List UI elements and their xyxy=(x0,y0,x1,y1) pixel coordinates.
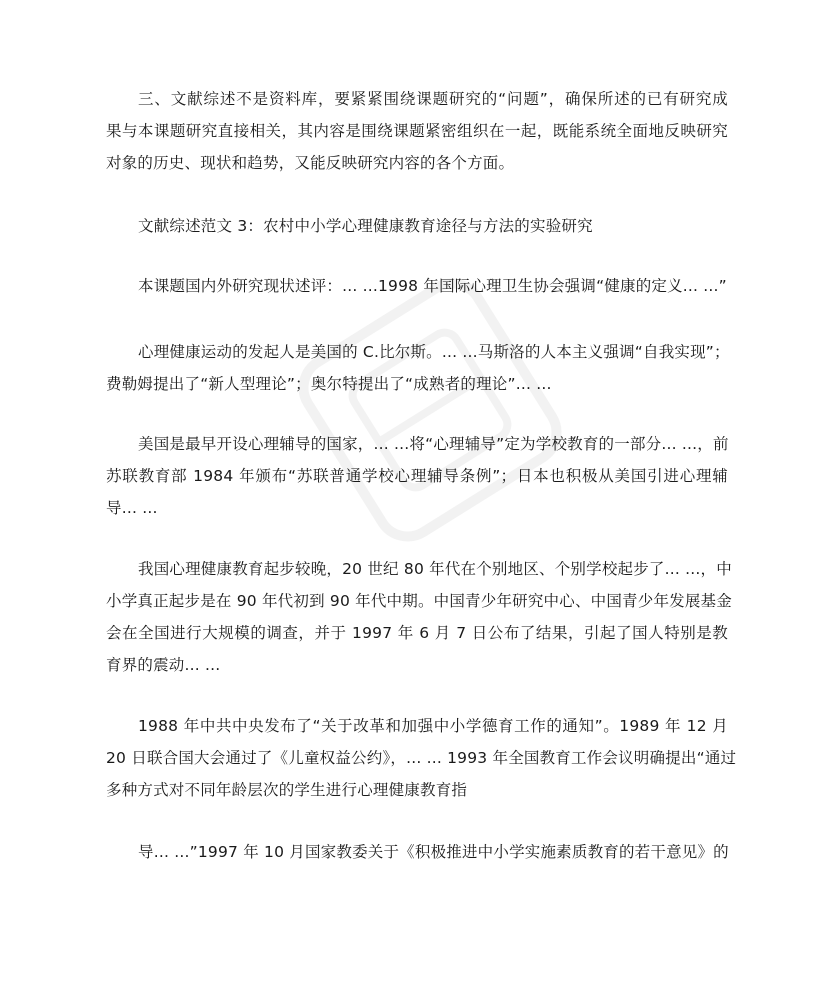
text-line: 导... ... xyxy=(106,499,158,517)
text-line: 文献综述范文 3：农村中小学心理健康教育途径与方法的实验研究 xyxy=(138,217,593,235)
text-line: 对象的历史、现状和趋势，又能反映研究内容的各个方面。 xyxy=(106,154,515,172)
text-line: 育界的震动... ... xyxy=(106,656,221,674)
text-line: 我国心理健康教育起步较晚，20 世纪 80 年代在个别地区、个别学校起步了... ...，中 xyxy=(138,560,732,578)
text-line: 小学真正起步是在 90 年代初到 90 年代中期。中国青少年研究中心、中国青少年发展基金 xyxy=(106,592,732,610)
paragraph-example-title xyxy=(106,210,728,242)
text-line: 本课题国内外研究现状述评：... ...1998 年国际心理卫生协会强调“健康的定义... ...” xyxy=(138,277,727,295)
paragraph-policy-timeline xyxy=(106,710,737,806)
text-line: 导... ...”1997 年 10 月国家教委关于《积极推进中小学实施素质教育的若干意见》的 xyxy=(138,843,729,861)
text-line: 美国是最早开设心理辅导的国家，... ...将“心理辅导”定为学校教育的一部分... ...，前 xyxy=(138,435,729,453)
paragraph-us-counseling xyxy=(106,428,728,524)
paragraph-mental-health-movement xyxy=(106,336,728,400)
text-line: 苏联教育部 1984 年颁布“苏联普通学校心理辅导条例”；日本也积极从美国引进心理辅 xyxy=(106,467,728,485)
text-line: 果与本课题研究直接相关，其内容是围绕课题紧密组织在一起，既能系统全面地反映研究 xyxy=(106,122,728,140)
text-line: 会在全国进行大规模的调查，并于 1997 年 6 月 7 日公布了结果，引起了国人特别是教 xyxy=(106,624,728,642)
text-line: 心理健康运动的发起人是美国的 C.比尔斯。... ...马斯洛的人本主义强调“自我实现”； xyxy=(138,343,730,361)
paragraph-china-history xyxy=(106,553,732,681)
text-line: 20 日联合国大会通过了《儿童权益公约》，... ... 1993 年全国教育工作会议明确提出“通过 xyxy=(106,749,737,767)
text-line: 1988 年中共中央发布了“关于改革和加强中小学德育工作的通知”。1989 年 12 月 xyxy=(138,717,728,735)
text-line: 费勒姆提出了“新人型理论”；奥尔特提出了“成熟者的理论”... ... xyxy=(106,375,552,393)
text-line: 三、文献综述不是资料库，要紧紧围绕课题研究的“问题”，确保所述的已有研究成 xyxy=(138,90,728,108)
paragraph-policy-continued xyxy=(106,836,728,868)
paragraph-lit-review-principle xyxy=(106,83,728,179)
text-line: 多种方式对不同年龄层次的学生进行心理健康教育指 xyxy=(106,781,468,799)
paragraph-research-review xyxy=(106,270,728,302)
